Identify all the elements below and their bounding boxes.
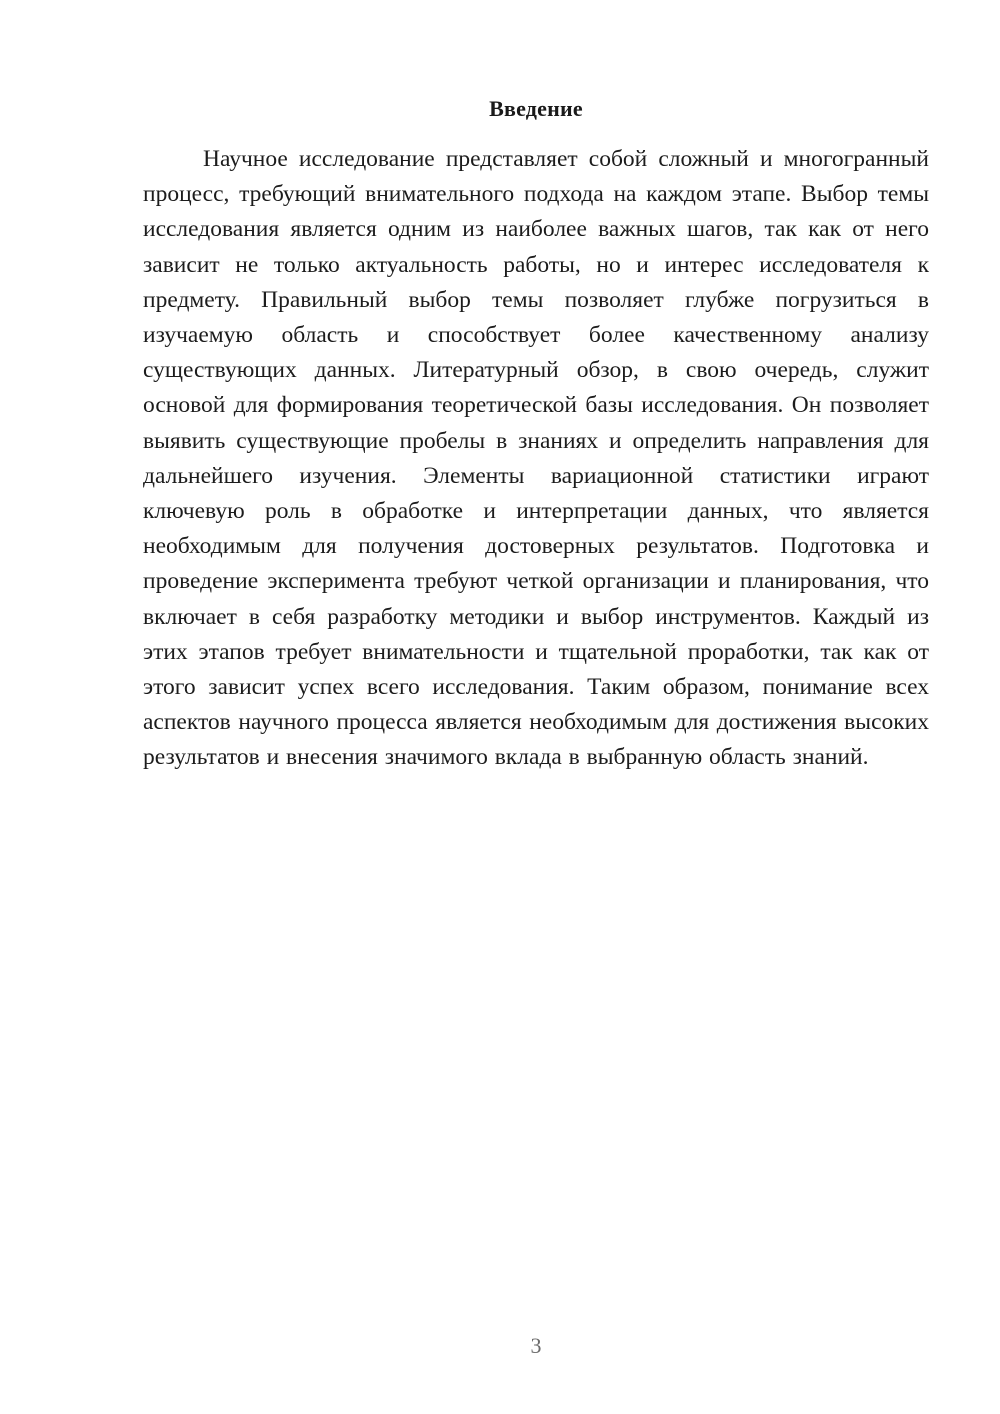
body-paragraph: Научное исследование представляет собой сложный и многогранный процесс, требующий внимательного подхода на каждом этапе. Выбор темы исследования является одним из наиболее важных шагов, так как от него зависит не только актуальность работы, но и интерес исследователя к предмету. Правильный выбор темы позволяет глубже погрузиться в изучаемую область и способствует более качественному анализу существующих данных. Литературный обзор, в свою очередь, служит основой для формирования теоретической базы исследования. Он позволяет выявить существующие пробелы в знаниях и определить направления для дальнейшего изучения. Элементы вариационной статистики играют ключевую роль в обработке и интерпретации данных, что является необходимым для получения достоверных результатов. Подготовка и проведение эксперимента требуют четкой организации и планирования, что включает в себя разработку методики и выбор инструментов. Каждый из этих этапов требует внимательности и тщательной проработки, так как от этого зависит успех всего исследования. Таким образом, понимание всех аспектов научного процесса является необходимым для достижения высоких результатов и внесения значимого вклада в выбранную область знаний. xyxy=(143,146,929,771)
page-number: 3 xyxy=(530,1333,542,1358)
section-heading: Введение xyxy=(489,96,583,121)
